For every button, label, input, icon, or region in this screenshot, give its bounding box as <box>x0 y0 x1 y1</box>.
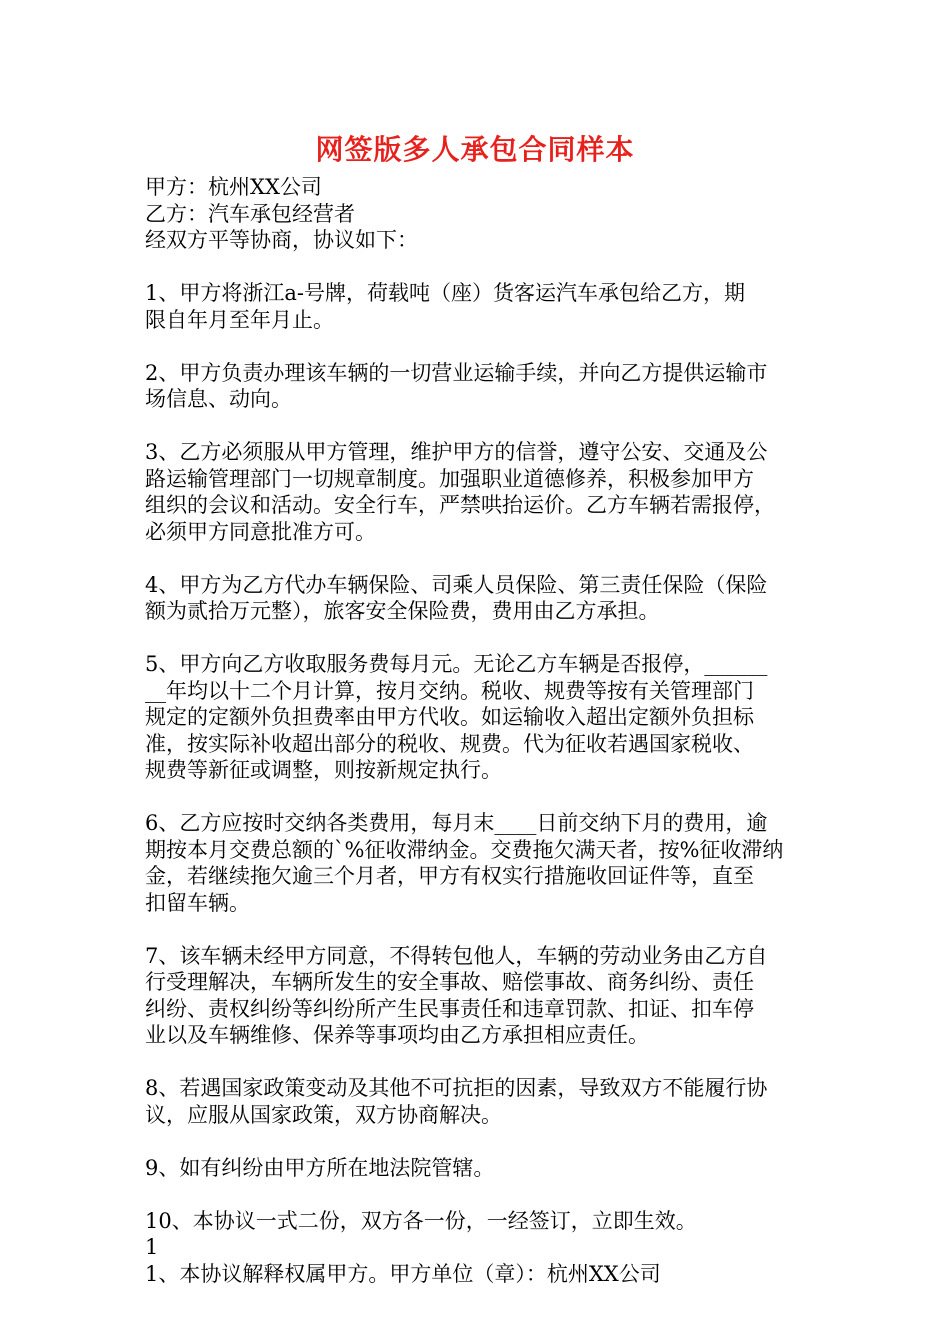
clause-line: 必须甲方同意批准方可。 <box>145 519 376 544</box>
clause-line: 限自年月至年月止。 <box>145 307 334 332</box>
clause-3 <box>145 439 815 545</box>
clause-4 <box>145 572 815 625</box>
clause-line: __年均以十二个月计算，按月交纳。税收、规费等按有关管理部门 <box>145 678 754 703</box>
clause-line: 组织的会议和活动。安全行车，严禁哄抬运价。乙方车辆若需报停， <box>145 493 775 517</box>
clause-line: 10、本协议一式二份，双方各一份，一经签订，立即生效。 <box>145 1208 697 1233</box>
page-number-line: 1 <box>145 1235 159 1259</box>
clause-line: 业以及车辆维修、保养等事项均由乙方承担相应责任。 <box>145 1023 649 1047</box>
clause-line: 3、乙方必须服从甲方管理，维护甲方的信誉，遵守公安、交通及公 <box>145 440 768 464</box>
clause-1 <box>145 280 815 333</box>
clause-line: 6、乙方应按时交纳各类费用，每月末____日前交纳下月的费用，逾 <box>145 811 768 835</box>
header-block <box>145 174 815 254</box>
clause-line: 规费等新征或调整，则按新规定执行。 <box>145 758 502 782</box>
document-title: 网签版多人承包合同样本 <box>315 133 635 166</box>
clause-line: 额为贰拾万元整），旅客安全保险费，费用由乙方承担。 <box>145 599 660 623</box>
clause-line: 扣留车辆。 <box>145 890 250 915</box>
clause-line: 5、甲方向乙方收取服务费每月元。无论乙方车辆是否报停，______ <box>145 652 768 676</box>
agreement-intro-line: 经双方平等协商，协议如下： <box>145 228 418 252</box>
clause-10 <box>145 1208 815 1288</box>
clause-line: 1、甲方将浙江a-号牌，荷载吨（座）货客运汽车承包给乙方，期 <box>145 281 745 305</box>
document-body <box>145 174 815 1287</box>
clause-9 <box>145 1155 815 1182</box>
clause-7 <box>145 943 815 1049</box>
clause-line: 行受理解决，车辆所发生的安全事故、赔偿事故、商务纠纷、责任 <box>145 970 754 994</box>
clause-line: 金，若继续拖欠逾三个月者，甲方有权实行措施收回证件等，直至 <box>145 864 754 888</box>
clause-line: 7、该车辆未经甲方同意，不得转包他人，车辆的劳动业务由乙方自 <box>145 943 768 968</box>
clause-line: 路运输管理部门一切规章制度。加强职业道德修养，积极参加甲方 <box>145 466 754 491</box>
clause-line: 期按本月交费总额的`%征收滞纳金。交费拖欠满天者，按%征收滞纳 <box>145 837 784 862</box>
clause-6 <box>145 810 815 916</box>
party-a-line: 甲方：杭州XX公司 <box>145 175 322 199</box>
clause-line: 9、如有纠纷由甲方所在地法院管辖。 <box>145 1155 495 1180</box>
clause-line: 1、本协议解释权属甲方。甲方单位（章）：杭州XX公司 <box>145 1261 661 1286</box>
clause-line: 议，应服从国家政策，双方协商解决。 <box>145 1102 502 1127</box>
clause-line: 规定的定额外负担费率由甲方代收。如运输收入超出定额外负担标 <box>145 705 754 729</box>
clause-line: 场信息、动向。 <box>145 387 292 411</box>
clause-2 <box>145 360 815 413</box>
clause-line: 2、甲方负责办理该车辆的一切营业运输手续，并向乙方提供运输市 <box>145 360 768 385</box>
clause-line: 准，按实际补收超出部分的税收、规费。代为征收若遇国家税收、 <box>145 731 754 756</box>
clause-line: 纠纷、责权纠纷等纠纷所产生民事责任和违章罚款、扣证、扣车停 <box>145 996 754 1021</box>
party-b-line: 乙方：汽车承包经营者 <box>145 201 355 226</box>
clause-5 <box>145 651 815 784</box>
clause-8 <box>145 1075 815 1128</box>
clause-line: 8、若遇国家政策变动及其他不可抗拒的因素，导致双方不能履行协 <box>145 1076 768 1100</box>
clause-line: 4、甲方为乙方代办车辆保险、司乘人员保险、第三责任保险（保险 <box>145 572 768 597</box>
